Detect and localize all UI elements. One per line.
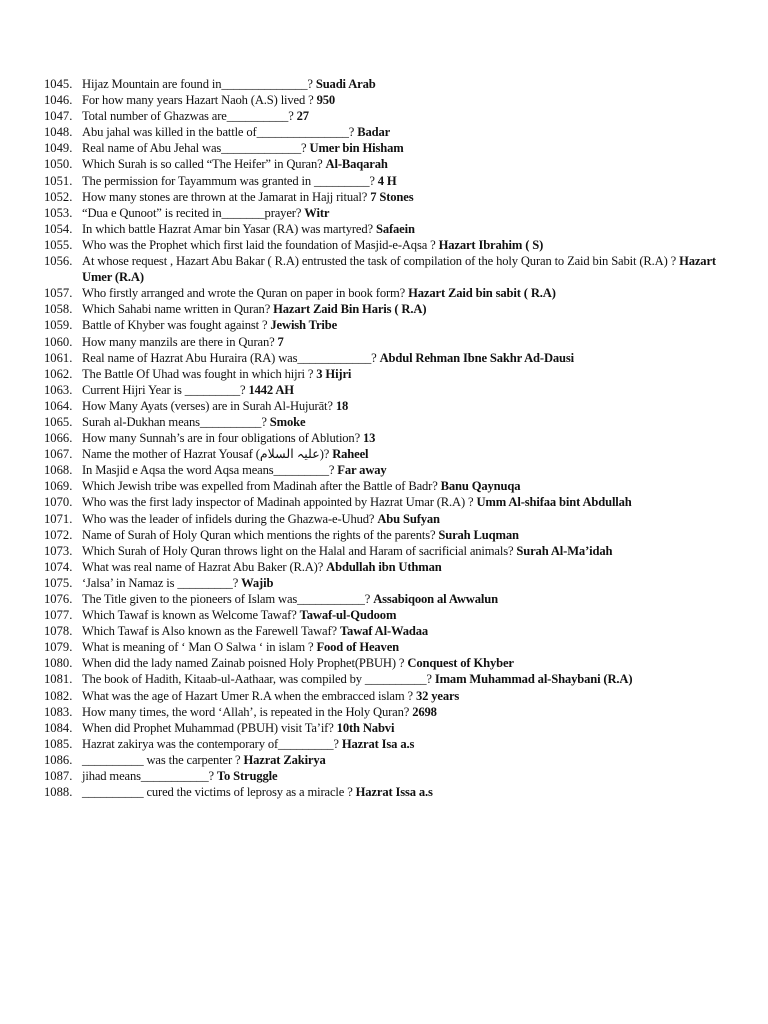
question-item <box>44 221 744 237</box>
question-item <box>44 784 744 800</box>
question-item <box>44 736 744 752</box>
answer-text: Witr <box>304 205 330 220</box>
question-body <box>82 784 744 800</box>
question-body <box>82 76 744 92</box>
question-number: 1059. <box>44 318 73 333</box>
answer-text: Al-Baqarah <box>325 157 388 172</box>
question-body <box>82 639 744 655</box>
question-number: 1064. <box>44 398 73 413</box>
question-item <box>44 350 744 366</box>
question-text: Real name of Abu Jehal was_____________? <box>82 141 310 156</box>
question-text: Which Tawaf is known as Welcome Tawaf? <box>82 608 300 623</box>
question-item <box>44 92 744 108</box>
question-item <box>44 478 744 494</box>
question-body <box>82 414 744 430</box>
answer-text: Badar <box>357 125 391 140</box>
question-number: 1048. <box>44 125 73 140</box>
answer-text: Umer bin Hisham <box>309 141 404 156</box>
answer-text: Far away <box>337 463 387 478</box>
question-body <box>82 494 744 510</box>
question-number: 1061. <box>44 350 73 365</box>
question-number: 1082. <box>44 688 73 703</box>
question-body <box>82 478 744 494</box>
question-body <box>82 623 744 639</box>
question-number: 1087. <box>44 769 73 784</box>
question-text: Who was the leader of infidels during the Ghazwa-e-Uhud? <box>82 511 378 526</box>
question-item <box>44 575 744 591</box>
question-text: How many Sunnah’s are in four obligations of Ablution? <box>82 431 364 446</box>
question-item <box>44 752 744 768</box>
question-item <box>44 253 744 285</box>
answer-text: Hazrat Zakirya <box>243 752 326 767</box>
question-number: 1065. <box>44 414 73 429</box>
question-text: Which Surah of Holy Quran throws light on the Halal and Haram of sacrificial animals? <box>82 543 517 558</box>
question-text: The Battle Of Uhad was fought in which hijri ? <box>82 366 317 381</box>
question-item <box>44 655 744 671</box>
question-text: __________ was the carpenter ? <box>82 752 244 767</box>
question-number: 1054. <box>44 221 73 236</box>
question-number: 1072. <box>44 527 73 542</box>
answer-text: Wajib <box>241 575 274 590</box>
question-body <box>82 366 744 382</box>
question-item <box>44 76 744 92</box>
question-text: When did Prophet Muhammad (PBUH) visit Ta’if? <box>82 720 337 735</box>
question-item <box>44 124 744 140</box>
question-body <box>82 237 744 253</box>
question-number: 1057. <box>44 286 73 301</box>
question-number: 1069. <box>44 479 73 494</box>
question-item <box>44 704 744 720</box>
question-number: 1083. <box>44 704 73 719</box>
question-number: 1086. <box>44 752 73 767</box>
question-item <box>44 543 744 559</box>
answer-text: Abdul Rehman Ibne Sakhr Ad-Dausi <box>379 350 575 365</box>
question-text: Hazrat zakirya was the contemporary of_________? <box>82 736 342 751</box>
answer-text: Assabiqoon al Awwalun <box>373 592 498 606</box>
question-item <box>44 494 744 510</box>
question-item <box>44 414 744 430</box>
answer-text: Tawaf-ul-Qudoom <box>299 608 397 623</box>
question-item <box>44 623 744 639</box>
question-text: Current Hijri Year is _________? <box>82 382 249 397</box>
question-body <box>82 768 744 784</box>
question-text: The book of Hadith, Kitaab-ul-Aathaar, was compiled by __________? <box>82 672 435 687</box>
question-body <box>82 334 744 350</box>
answer-text: Hazart Zaid bin sabit ( R.A) <box>408 286 556 301</box>
answer-text: Safaein <box>375 221 415 236</box>
question-item <box>44 317 744 333</box>
question-number: 1084. <box>44 720 73 735</box>
question-number: 1046. <box>44 93 73 108</box>
question-item <box>44 430 744 446</box>
question-body <box>82 671 744 687</box>
answer-text: Conquest of Khyber <box>407 656 514 671</box>
question-body <box>82 607 744 623</box>
question-body <box>82 736 744 752</box>
question-item <box>44 189 744 205</box>
answer-text: Surah Luqman <box>438 527 519 542</box>
question-body <box>82 221 744 237</box>
question-text: Abu jahal was killed in the battle of_______________? <box>82 125 358 140</box>
question-text: Which Jewish tribe was expelled from Madinah after the Battle of Badr? <box>82 479 441 494</box>
question-item <box>44 607 744 623</box>
question-body <box>82 704 744 720</box>
answer-text: Smoke <box>269 414 306 429</box>
question-number: 1070. <box>44 495 73 510</box>
question-number: 1078. <box>44 624 73 639</box>
answer-text: Surah Al-Ma’idah <box>516 543 613 558</box>
question-text: Which Surah is so called “The Heifer” in Quran? <box>82 157 326 172</box>
question-text: Surah al-Dukhan means__________? <box>82 414 270 429</box>
question-text: When did the lady named Zainab poisned Holy Prophet(PBUH) ? <box>82 656 408 671</box>
question-number: 1063. <box>44 382 73 397</box>
answer-text: 18 <box>335 398 349 413</box>
question-text: Total number of Ghazwas are__________? <box>82 109 297 124</box>
question-text: What is meaning of ‘ Man O Salwa ‘ in islam ? <box>82 640 317 655</box>
answer-text: 3 Hijri <box>316 366 352 381</box>
question-body <box>82 173 744 189</box>
answer-text: Tawaf Al-Wadaa <box>339 624 429 639</box>
question-body <box>82 655 744 671</box>
question-body <box>82 140 744 156</box>
question-text: Real name of Hazrat Abu Huraira (RA) was____________? <box>82 350 380 365</box>
question-item <box>44 446 744 462</box>
answer-text: 2698 <box>412 704 437 719</box>
question-item <box>44 108 744 124</box>
question-text: How many stones are thrown at the Jamarat in Hajj ritual? <box>82 189 371 204</box>
question-item <box>44 688 744 704</box>
question-body <box>82 189 744 205</box>
question-number: 1071. <box>44 511 73 526</box>
question-item <box>44 768 744 784</box>
question-text: Battle of Khyber was fought against ? <box>82 318 271 333</box>
question-text: How many times, the word ‘Allah’, is repeated in the Holy Quran? <box>82 704 413 719</box>
question-number: 1073. <box>44 543 73 558</box>
question-text: How Many Ayats (verses) are in Surah Al-Hujurāt? <box>82 398 336 413</box>
answer-text: Abdullah ibn Uthman <box>326 559 442 574</box>
question-number: 1067. <box>44 447 73 462</box>
question-text: Name the mother of Hazrat Yousaf (علیہ السلام)? <box>82 447 333 462</box>
question-body <box>82 92 744 108</box>
question-text: Who firstly arranged and wrote the Quran on paper in book form? <box>82 286 409 301</box>
question-text: Who was the Prophet which first laid the foundation of Masjid-e-Aqsa ? <box>82 237 439 252</box>
question-text: Which Sahabi name written in Quran? <box>82 302 274 317</box>
question-number: 1066. <box>44 431 73 446</box>
question-number: 1060. <box>44 334 73 349</box>
question-number: 1045. <box>44 77 73 91</box>
question-body <box>82 253 744 285</box>
question-text: The permission for Tayammum was granted in _________? <box>82 173 378 188</box>
answer-text: Jewish Tribe <box>270 318 338 333</box>
question-text: For how many years Hazart Naoh (A.S) lived ? <box>82 93 317 108</box>
answer-text: 10th Nabvi <box>336 720 395 735</box>
question-body <box>82 559 744 575</box>
question-number: 1068. <box>44 463 73 478</box>
question-number: 1081. <box>44 672 73 687</box>
question-item <box>44 720 744 736</box>
question-item <box>44 382 744 398</box>
question-item <box>44 301 744 317</box>
answer-text: 27 <box>296 109 309 124</box>
question-item <box>44 140 744 156</box>
answer-text: Banu Qaynuqa <box>440 479 521 494</box>
question-text: “Dua e Qunoot” is recited in_______prayer? <box>82 205 305 220</box>
answer-text: Hazrat Isa a.s <box>341 736 415 751</box>
question-number: 1052. <box>44 189 73 204</box>
answer-text: 32 years <box>415 688 460 703</box>
question-number: 1053. <box>44 205 73 220</box>
question-number: 1077. <box>44 608 73 623</box>
question-item <box>44 671 744 687</box>
answer-text: 4 H <box>377 173 397 188</box>
answer-text: Hazart Zaid Bin Haris ( R.A) <box>273 302 427 317</box>
question-body <box>82 124 744 140</box>
question-body <box>82 720 744 736</box>
answer-text: 1442 AH <box>248 382 294 397</box>
question-text: Hijaz Mountain are found in______________? <box>82 77 316 91</box>
question-body <box>82 511 744 527</box>
question-number: 1055. <box>44 237 73 252</box>
question-number: 1088. <box>44 785 73 800</box>
question-body <box>82 446 744 462</box>
question-body <box>82 205 744 221</box>
question-item <box>44 366 744 382</box>
question-text: Who was the first lady inspector of Madinah appointed by Hazrat Umar (R.A) ? <box>82 495 477 510</box>
question-body <box>82 301 744 317</box>
question-text: Name of Surah of Holy Quran which mentions the rights of the parents? <box>82 527 439 542</box>
question-body <box>82 527 744 543</box>
question-item <box>44 334 744 350</box>
question-number: 1079. <box>44 640 73 655</box>
question-item <box>44 156 744 172</box>
question-list <box>44 76 744 800</box>
question-number: 1076. <box>44 592 73 606</box>
question-body <box>82 350 744 366</box>
question-body <box>82 688 744 704</box>
question-number: 1047. <box>44 109 73 124</box>
question-item <box>44 511 744 527</box>
question-item <box>44 398 744 414</box>
question-number: 1085. <box>44 736 73 751</box>
question-item <box>44 462 744 478</box>
question-item <box>44 639 744 655</box>
question-number: 1050. <box>44 157 73 172</box>
answer-text: To Struggle <box>216 769 278 784</box>
answer-text: Suadi Arab <box>315 77 376 91</box>
question-item <box>44 559 744 575</box>
answer-text: Umm Al-shifaa bint Abdullah <box>476 495 632 510</box>
question-text: __________ cured the victims of leprosy as a miracle ? <box>82 785 356 800</box>
question-text: Which Tawaf is Also known as the Farewell Tawaf? <box>82 624 340 639</box>
question-number: 1080. <box>44 656 73 671</box>
answer-text: 950 <box>316 93 336 108</box>
question-body <box>82 398 744 414</box>
question-body <box>82 430 744 446</box>
question-item <box>44 591 744 607</box>
question-body <box>82 591 744 607</box>
question-text: At whose request , Hazart Abu Bakar ( R.A) entrusted the task of compilation of the holy Quran to Zaid bin Sabit (R.A) ? <box>82 254 680 269</box>
question-number: 1074. <box>44 559 73 574</box>
question-number: 1049. <box>44 141 73 156</box>
question-text: ‘Jalsa’ in Namaz is _________? <box>82 575 242 590</box>
question-body <box>82 285 744 301</box>
question-text: The Title given to the pioneers of Islam was___________? <box>82 592 374 606</box>
answer-text: Abu Sufyan <box>377 511 440 526</box>
question-body <box>82 382 744 398</box>
question-text: jihad means___________? <box>82 769 217 784</box>
question-number: 1056. <box>44 254 73 269</box>
question-text: In which battle Hazrat Amar bin Yasar (RA) was martyred? <box>82 221 376 236</box>
question-number: 1075. <box>44 575 73 590</box>
question-item <box>44 205 744 221</box>
question-body <box>82 317 744 333</box>
question-item <box>44 285 744 301</box>
answer-text: Hazart Ibrahim ( S) <box>438 237 544 252</box>
answer-text: 13 <box>363 431 376 446</box>
question-body <box>82 575 744 591</box>
question-item <box>44 173 744 189</box>
question-body <box>82 752 744 768</box>
answer-text: Hazrat Issa a.s <box>355 785 433 800</box>
question-number: 1051. <box>44 173 73 188</box>
question-text: What was real name of Hazrat Abu Baker (R.A)? <box>82 559 327 574</box>
question-body <box>82 108 744 124</box>
question-text: What was the age of Hazart Umer R.A when the embracced islam ? <box>82 688 416 703</box>
answer-text: 7 <box>277 334 284 349</box>
answer-text: 7 Stones <box>370 189 414 204</box>
answer-text: Raheel <box>332 447 369 462</box>
question-body <box>82 156 744 172</box>
question-item <box>44 237 744 253</box>
question-body <box>82 543 744 559</box>
answer-text: Food of Heaven <box>316 640 399 655</box>
answer-text: Imam Muhammad al-Shaybani (R.A) <box>434 672 633 687</box>
question-text: How many manzils are there in Quran? <box>82 334 278 349</box>
question-number: 1058. <box>44 302 73 317</box>
question-text: In Masjid e Aqsa the word Aqsa means_________? <box>82 463 338 478</box>
question-number: 1062. <box>44 366 73 381</box>
answer-text: Hazart Umer (R.A) <box>82 254 716 285</box>
question-item <box>44 527 744 543</box>
question-body <box>82 462 744 478</box>
